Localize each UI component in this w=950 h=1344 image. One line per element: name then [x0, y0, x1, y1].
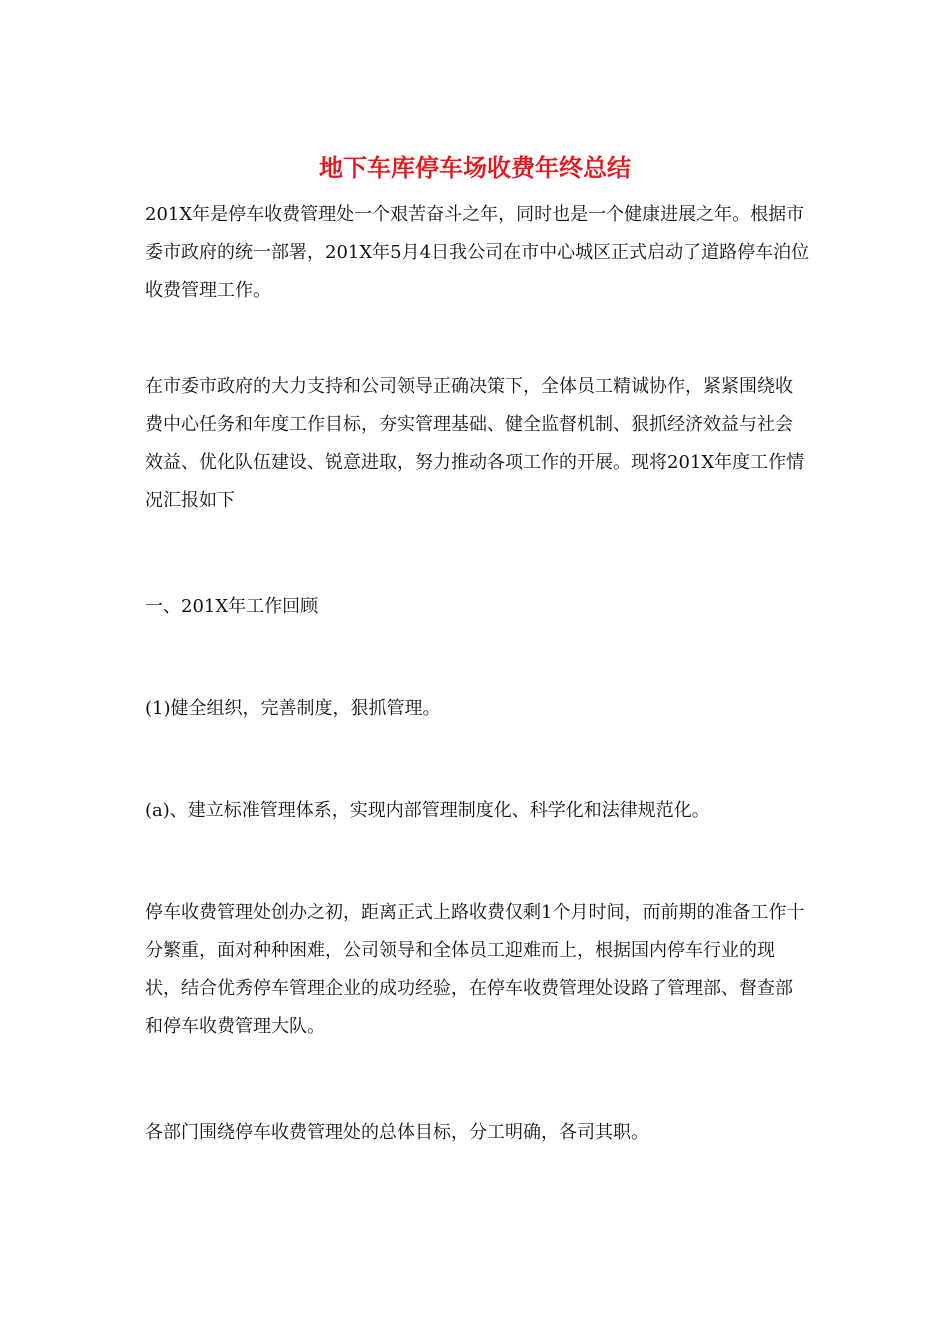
paragraph-founding: 停车收费管理处创办之初，距离正式上路收费仅剩1个月时间，而前期的准备工作十分繁重，面对种种困难，公司领导和全体员工迎难而上，根据国内停车行业的现状，结合优秀停车管理企业的成功经验，在停车收费管理处设路了管理部、督查部和停车收费管理大队。: [145, 902, 805, 1037]
heading-standard-system: (a)、建立标准管理体系，实现内部管理制度化、科学化和法律规范化。: [145, 800, 710, 821]
heading-review: 一、201X年工作回顾: [145, 596, 319, 617]
paragraph-support: 在市委市政府的大力支持和公司领导正确决策下，全体员工精诚协作，紧紧围绕收费中心任务和年度工作目标，夯实管理基础、健全监督机制、狠抓经济效益与社会效益、优化队伍建设、锐意进取，努力推动各项工作的开展。现将201X年度工作情况汇报如下: [145, 376, 805, 511]
heading-organization: (1)健全组织，完善制度，狠抓管理。: [145, 698, 441, 719]
document-title: 地下车库停车场收费年终总结: [319, 153, 631, 182]
paragraph-departments: 各部门围绕停车收费管理处的总体目标，分工明确，各司其职。: [145, 1122, 649, 1143]
paragraph-intro: 201X年是停车收费管理处一个艰苦奋斗之年，同时也是一个健康进展之年。根据市委市政府的统一部署，201X年5月4日我公司在市中心城区正式启动了道路停车泊位收费管理工作。: [145, 204, 810, 301]
